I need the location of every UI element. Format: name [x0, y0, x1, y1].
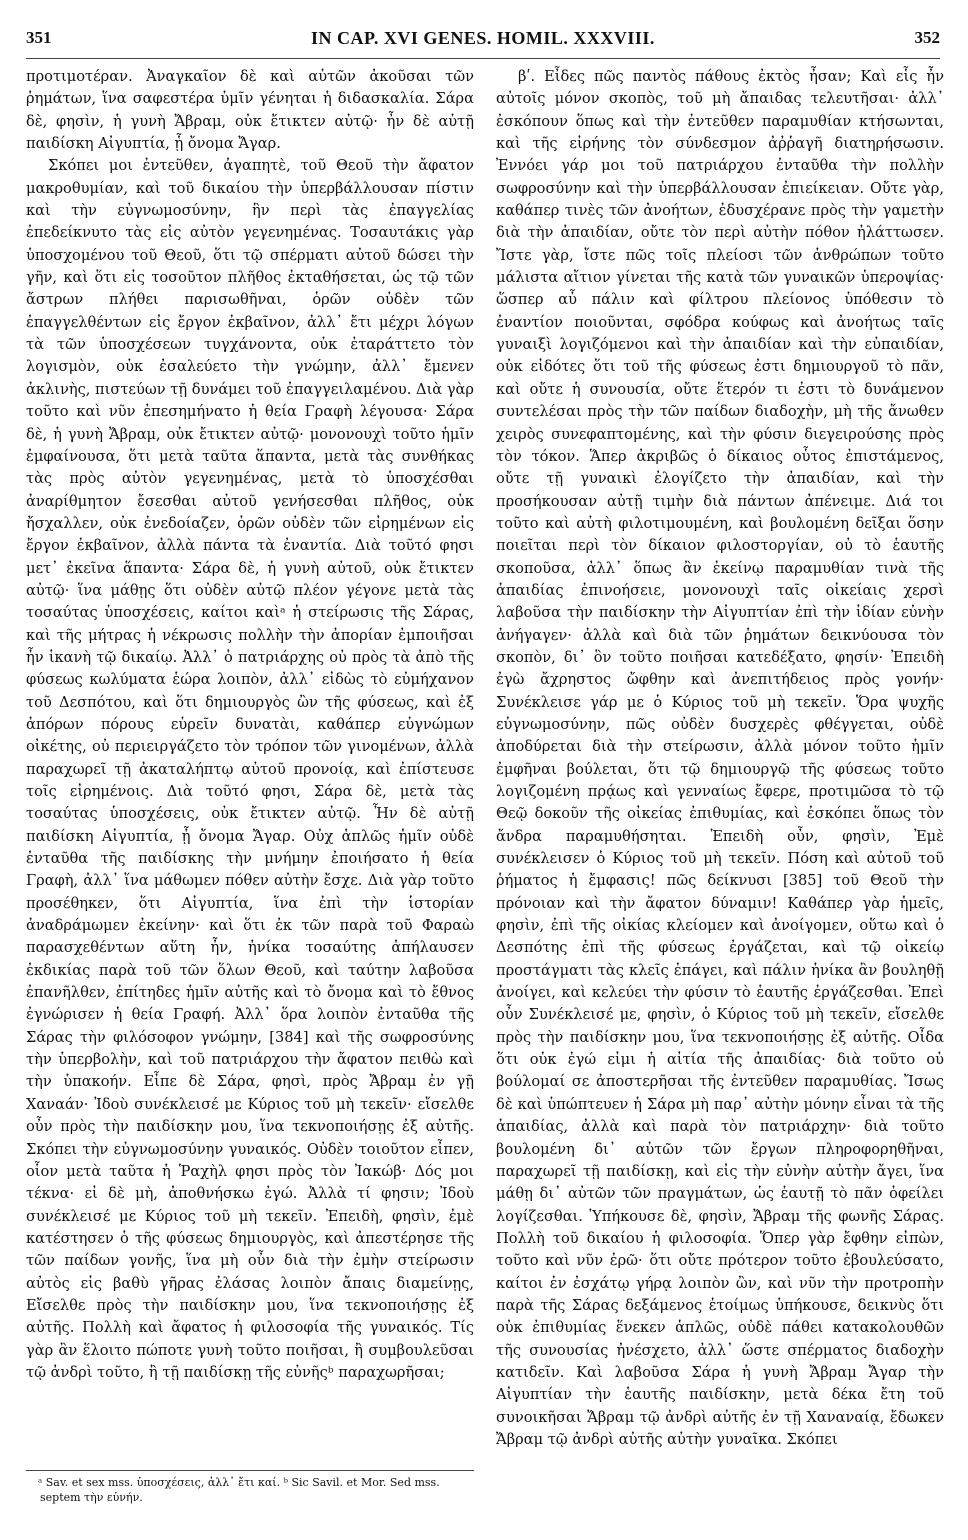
- left-paragraph-2: Σκόπει μοι ἐντεῦθεν, ἀγαπητὲ, τοῦ Θεοῦ τὴν ἄφατον μακροθυμίαν, καὶ τοῦ δικαίου τὴν ὑπερβάλλουσαν πίστιν καὶ τὴν εὐγνωμοσύνην, ἣν περὶ τὰς ἐπαγγελίας ἐπεδείκνυτο τὰς εἰς αὐτὸν γεγενημένας. Τοσαυτάκις γὰρ ὑποσχομένου τοῦ Θεοῦ, ὅτι τῷ σπέρματι αὐτοῦ δώσει τὴν γῆν, καὶ ὅτι εἰς τοσοῦτον πλῆθος ἐκταθήσεται, ὡς τῷ τῶν ἄστρων πλήθει παρισωθῆναι, ὁρῶν οὐδὲν τῶν ἐπαγγελθέντων εἰς ἔργον ἐκβαῖνον, ἀλλ᾽ ἔτι μέχρι λόγων τὰ τῶν ὑποσχέσεων τυγχάνοντα, οὐκ ἐταράττετο τὸν λογισμὸν, οὐκ ἐσαλεύετο τὴν γνώμην, ἀλλ᾽ ἔμενεν ἀκλινὴς, πιστεύων τῇ δυνάμει τοῦ ἐπαγγειλαμένου. Διὰ γὰρ τοῦτο καὶ νῦν ἐπεσημήνατο ἡ θεία Γραφὴ λέγουσα· Σάρα δὲ, ἡ γυνὴ Ἄβραμ, οὐκ ἔτικτεν αὐτῷ· μονονουχὶ τοῦτο ἡμῖν ἐμφαίνουσα, ὅτι μετὰ ταῦτα ἅπαντα, μετὰ τὰς συνθήκας τὰς πρὸς αὐτὸν γεγενημένας, μετὰ τὸ ὑποσχέσθαι ἀναρίθμητον ἔσεσθαι αὐτοῦ γενήσεσθαι πλῆθος, οὐκ ἤσχαλλεν, οὐκ ἐνεδοίαζεν, ὁρῶν οὐδὲν τῶν εἰρημένων εἰς ἔργον ἐκβαῖνον, ἀλλὰ πάντα τὰ ἐναντία. Διὰ τοῦτό φησι μετ᾽ ἐκεῖνα ἅπαντα· Σάρα δὲ, ἡ γυνὴ αὐτοῦ, οὐκ ἔτικτεν αὐτῷ· ἵνα μάθῃς ὅτι οὐδὲν αὐτῷ πλέον γέγονε μετὰ τὰς τοσαύτας ὑποσχέσεις, καίτοι καὶᵃ ἡ στείρωσις τῆς Σάρας, καὶ τῆς μήτρας ἡ νέκρωσις πολλὴν τὴν ἀπορίαν ἐμποιῆσαι ἦν ἱκανὴ τῷ δικαίῳ. Ἀλλ᾽ ὁ πατριάρχης οὐ πρὸς τὰ ἀπὸ τῆς φύσεως κωλύματα ἑώρα λοιπὸν, ἀλλ᾽ εἰδὼς τὸ εὐμήχανον τοῦ Δεσπότου, καὶ ὅτι δημιουργὸς ὢν τῆς φύσεως, καὶ ἐξ ἀπόρων πόρους εὑρεῖν δυνατὰι, καθάπερ εὐγνώμων οἰκέτης, οὐ περιειργάζετο τὸν τρόπον τῶν γινομένων, ἀλλὰ παραχωρεῖ τῇ ἀκαταλήπτῳ αὐτοῦ προνοίᾳ, καὶ ἐπίστευσε τοῖς εἰρημένοις. Διὰ τοῦτό φησι, Σάρα δὲ, μετὰ τὰς τοσαύτας ὑποσχέσεις, οὐκ ἔτικτεν αὐτῷ. Ἦν δὲ αὐτῇ παιδίσκη Αἰγυπτία, ᾗ ὄνομα Ἄγαρ. Οὐχ ἁπλῶς ἡμῖν οὐδὲ ἐνταῦθα τῆς παιδίσκης τὴν μνήμην ἐποιήσατο ἡ θεία Γραφὴ, ἀλλ᾽ ἵνα μάθωμεν πόθεν αὐτὴν ἔσχε. Διὰ γὰρ τοῦτο προσέθηκεν, ὅτι Αἰγυπτία, ἵνα ἐπὶ τὴν ἱστορίαν ἀναδράμωμεν ἐκείνην· καὶ ὅτι ἐκ τῶν παρὰ τοῦ Φαραὼ παρασχεθέντων αὕτη ἦν, ἡνίκα τοσαύτης ἀπήλαυσεν ἐκδικίας παρὰ τοῦ τῶν ὅλων Θεοῦ, καὶ ταύτην λαβοῦσα ἐπανῆλθεν, ἐπίτηδες ἡμῖν αὐτῆς καὶ τὸ ὄνομα καὶ τὸ ἔθνος ἐγνώρισεν ἡ θεία Γραφή. Ἀλλ᾽ ὅρα λοιπὸν ἐνταῦθα τῆς Σάρας τὴν φιλόσοφον γνώμην, [384] καὶ τῆς σωφροσύνης τὴν ὑπερβολὴν, καὶ τοῦ πατριάρχου τὴν ἄφατον πειθὼ καὶ τὴν ὑπακοήν. Εἶπε δὲ Σάρα, φησὶ, πρὸς Ἄβραμ ἐν γῇ Χαναάν· Ἰδοὺ συνέκλεισέ με Κύριος τοῦ μὴ τεκεῖν· εἴσελθε οὖν πρὸς τὴν παιδίσκην μου, ἵνα τεκνοποιήσῃς ἐξ αὐτῆς. Σκόπει τὴν εὐγνωμοσύνην γυναικός. Οὐδὲν τοιοῦτον εἶπεν, οἷον μετὰ ταῦτα ἡ Ῥαχὴλ φησι πρὸς τὸν Ἰακώβ· Δός μοι τέκνα· εἰ δὲ μὴ, ἀποθνήσκω ἐγώ. Ἀλλὰ τί φησιν; Ἰδοὺ συνέκλεισέ με Κύριος τοῦ μὴ τεκεῖν. Ἐπειδὴ, φησὶν, ἐμὲ κατέστησεν ὁ τῆς φύσεως δημιουργὸς, καὶ ἀπεστέρησε τῆς τῶν παίδων γονῆς, ἵνα μὴ οὖν διὰ τὴν ἐμὴν στείρωσιν αὐτὸς εἰς βαθὺ γῆρας ἐλάσας λοιπὸν ἄπαις διαμείνῃς, Εἴσελθε πρὸς τὴν παιδίσκην μου, ἵνα τεκνοποιήσῃς ἐξ αὐτῆς. Πολλὴ καὶ ἄφατος ἡ φιλοσοφία τῆς γυναικός. Τίς γὰρ ἂν ἕλοιτο πώποτε γυνὴ τοῦτο ποιῆσαι, ἢ συμβουλεῦσαι τῷ ἀνδρὶ τοῦτο, ἢ τῇ παιδίσκῃ τῆς εὐνῆςᵇ παραχωρῆσαι;: [26, 157, 474, 1381]
- page-header: [26, 28, 940, 59]
- page-number-right: 352: [914, 28, 940, 47]
- footnotes: [26, 1470, 474, 1505]
- right-paragraph-1: βʹ. Εἶδες πῶς παντὸς πάθους ἐκτὸς ἦσαν; Καὶ εἷς ἦν αὐτοῖς μόνον σκοπὸς, τοῦ μὴ ἄπαιδας τελευτῆσαι· ἀλλ᾽ ἐσκόπουν ὅπως καὶ τὴν ἐντεῦθεν παραμυθίαν κτήσωνται, καὶ τῆς εἰρήνης τὸν σύνδεσμον ἀῤῥαγῆ διατηρήσωσιν. Ἐννόει γάρ μοι τοῦ πατριάρχου ἐνταῦθα τὴν πολλὴν σωφροσύνην καὶ τὴν ὑπερβάλλουσαν ἐπιείκειαν. Οὔτε γὰρ, καθάπερ τινὲς τῶν ἀνοήτων, ἐδυσχέρανε πρὸς τὴν γαμετὴν διὰ τὴν ἀπαιδίαν, οὔτε τὸν περὶ αὐτὴν πόθον ἠλάττωσεν. Ἴστε γὰρ, ἴστε πῶς τοῖς πλείοσι τῶν ἀνθρώπων τοῦτο μάλιστα αἴτιον γίνεται τῆς κατὰ τῶν γυναικῶν ὑπεροψίας· ὥσπερ αὖ πάλιν καὶ φίλτρου πλείονος ὑπόθεσιν τὸ ἐναντίον ποιοῦνται, σφόδρα κούφως καὶ ἀνοήτως ταῖς γυναιξὶ λογιζόμενοι καὶ τὴν ἀπαιδίαν καὶ τὴν εὐπαιδίαν, οὐκ εἰδότες ὅτι τοῦ τῆς φύσεως ἐστι δημιουργοῦ τὸ πᾶν, καὶ οὔτε ἡ συνουσία, οὔτε ἕτερόν τι ἐστι τὸ δυνάμενον συντελέσαι πρὸς τὴν τῶν παίδων διαδοχὴν, μὴ τῆς ἄνωθεν χειρὸς συνεφαπτομένης, καὶ τὴν φύσιν διεγειρούσης πρὸς τὸν τόκον. Ἅπερ ἀκριβῶς ὁ δίκαιος οὗτος ἐπιστάμενος, οὔτε τῇ γυναικὶ ἐλογίζετο τὴν ἀπαιδίαν, καὶ τὴν προσήκουσαν αὐτῇ τιμὴν διὰ πάντων ἀπένειμε. Διά τοι τοῦτο καὶ αὐτὴ φιλοτιμουμένη, καὶ βουλομένη δεῖξαι ὅσην ποιεῖται περὶ τὸν δίκαιον φιλοστοργίαν, οὐ τὸ ἑαυτῆς σκοποῦσα, ἀλλ᾽ ὅπως ἂν ἐκείνῳ παραμυθίαν τινὰ τῆς ἀπαιδίας ἐπινοήσειε, μονονουχὶ ταῖς οἰκείαις χερσὶ λαβοῦσα τὴν παιδίσκην τὴν Αἰγυπτίαν ἐπὶ τὴν ἰδίαν εὐνὴν ἀνήγαγεν· ἀλλὰ καὶ διὰ τῶν ῥημάτων δεικνύουσα τὸν σκοπὸν, δι᾽ ὃν τοῦτο ποιῆσαι κατεδέξατο, φησίν· Ἐπειδὴ ἐγὼ ἄχρηστος ὤφθην καὶ ἀνεπιτήδειος πρὸς γονήν· Συνέκλεισε γάρ με ὁ Κύριος τοῦ μὴ τεκεῖν. Ὅρα ψυχῆς εὐγνωμοσύνην, πῶς οὐδὲν δυσχερὲς φθέγγεται, οὐδὲ ἀποδύρεται διὰ τὴν στείρωσιν, ἀλλὰ μόνον τοῦτο ἡμῖν ἐμφῆναι βούλεται, ὅτι τῷ δημιουργῷ τῆς φύσεως τοῦτο λογιζομένη πρᾴως καὶ γενναίως ἔφερε, προτιμῶσα τὸ τῷ Θεῷ δοκοῦν τῆς οἰκείας ἐπιθυμίας, καὶ ἐσκόπει ὅπως τὸν ἄνδρα παραμυθήσηται. Ἐπειδὴ οὖν, φησὶν, Ἐμὲ συνέκλεισεν ὁ Κύριος τοῦ μὴ τεκεῖν. Πόση καὶ αὐτοῦ τοῦ ῥήματος ἡ ἔμφασις! πῶς δείκνυσι [385] τοῦ Θεοῦ τὴν πρόνοιαν καὶ τὴν ἄφατον δύναμιν! Καθάπερ γὰρ ἡμεῖς, φησὶν, ἐπὶ τῆς οἰκίας κλείομεν καὶ ἀνοίγομεν, οὕτω καὶ ὁ Δεσπότης ἐπὶ τῆς φύσεως ἐργάζεται, καὶ τῷ οἰκείῳ προστάγματι τὰς κλεῖς ἐπάγει, καὶ πάλιν ἡνίκα ἂν βουληθῇ ἀνοίγει, καὶ κελεύει τὴν φύσιν τὸ ἑαυτῆς ἐργάζεσθαι. Ἐπεὶ οὖν Συνέκλεισέ με, φησὶν, ὁ Κύριος τοῦ μὴ τεκεῖν, εἴσελθε πρὸς τὴν παιδίσκην μου, ἵνα τεκνοποιήσῃς ἐξ αὐτῆς. Οἶδα ὅτι οὐκ ἐγώ εἰμι ἡ αἰτία τῆς ἀπαιδίας· διὰ τοῦτο οὐ βούλομαί σε ἀποστερῆσαι τῆς ἐντεῦθεν παραμυθίας. Ἴσως δὲ καὶ ὑπώπτευεν ἡ Σάρα μὴ παρ᾽ αὐτὴν μόνην εἶναι τὰ τῆς ἀπαιδίας, ἀλλὰ καὶ παρὰ τὸν πατριάρχην· διὰ τοῦτο βουλομένη δι᾽ αὐτῶν τῶν ἔργων πληροφορηθῆναι, παραχωρεῖ τῇ παιδίσκῃ, καὶ εἰς τὴν εὐνὴν αὐτὴν ἄγει, ἵνα μάθῃ δι᾽ αὐτῶν τῶν πραγμάτων, ὡς ἑαυτῇ τὸ πᾶν ὀφείλει λογίζεσθαι. Ὑπήκουσε δὲ, φησὶν, Ἄβραμ τῆς φωνῆς Σάρας. Πολλὴ τοῦ δικαίου ἡ φιλοσοφία. Ὅπερ γὰρ ἔφθην εἰπὼν, τοῦτο καὶ νῦν ἐρῶ· ὅτι οὔτε πρότερον τοῦτο ἐβουλεύσατο, καίτοι ἐν ἐσχάτῳ γήρᾳ λοιπὸν ὢν, καὶ νῦν τὴν προτροπὴν παρὰ τῆς Σάρας δεξάμενος ἑτοίμως ὑπήκουσε, δεικνὺς ὅτι οὐκ ἐπιθυμίας ἕνεκεν ἁπλῶς, οὐδὲ πάθει κατακολουθῶν τῆς συνουσίας ἠνέσχετο, ἀλλ᾽ ὥστε σπέρματος διαδοχὴν κατιδεῖν. Καὶ λαβοῦσα Σάρα ἡ γυνὴ Ἄβραμ Ἄγαρ τὴν Αἰγυπτίαν τὴν ἑαυτῆς παιδίσκην, μετὰ δέκα ἔτη τοῦ συνοικῆσαι Ἄβραμ τῷ ἀνδρὶ αὐτῆς ἐν τῇ Χαναναίᾳ, ἔδωκεν Ἄβραμ τῷ ἀνδρὶ αὐτῆς αὐτὴν γυναῖκα. Σκόπει: [496, 68, 944, 1448]
- right-column: [496, 66, 944, 1462]
- running-title: IN CAP. XVI GENES. HOMIL. XXXVIII.: [311, 28, 655, 48]
- left-paragraph-1: προτιμοτέραν. Ἀναγκαῖον δὲ καὶ αὐτῶν ἀκοῦσαι τῶν ῥημάτων, ἵνα σαφεστέρα ὑμῖν γένηται ἡ διδασκαλία. Σάρα δὲ, φησὶν, ἡ γυνὴ Ἄβραμ, οὐκ ἔτικτεν αὐτῷ· ἦν δὲ αὐτῇ παιδίσκη Αἰγυπτία, ᾗ ὄνομα Ἄγαρ.: [26, 68, 474, 153]
- page-number-left: 351: [26, 28, 52, 47]
- left-column: [26, 66, 474, 1462]
- footnote: ᵃ Sav. et sex mss. ὑποσχέσεις, ἀλλ᾽ ἔτι καί. ᵇ Sic Savil. et Mor. Sed mss. septem τὴν εὐνήν.: [38, 1476, 440, 1504]
